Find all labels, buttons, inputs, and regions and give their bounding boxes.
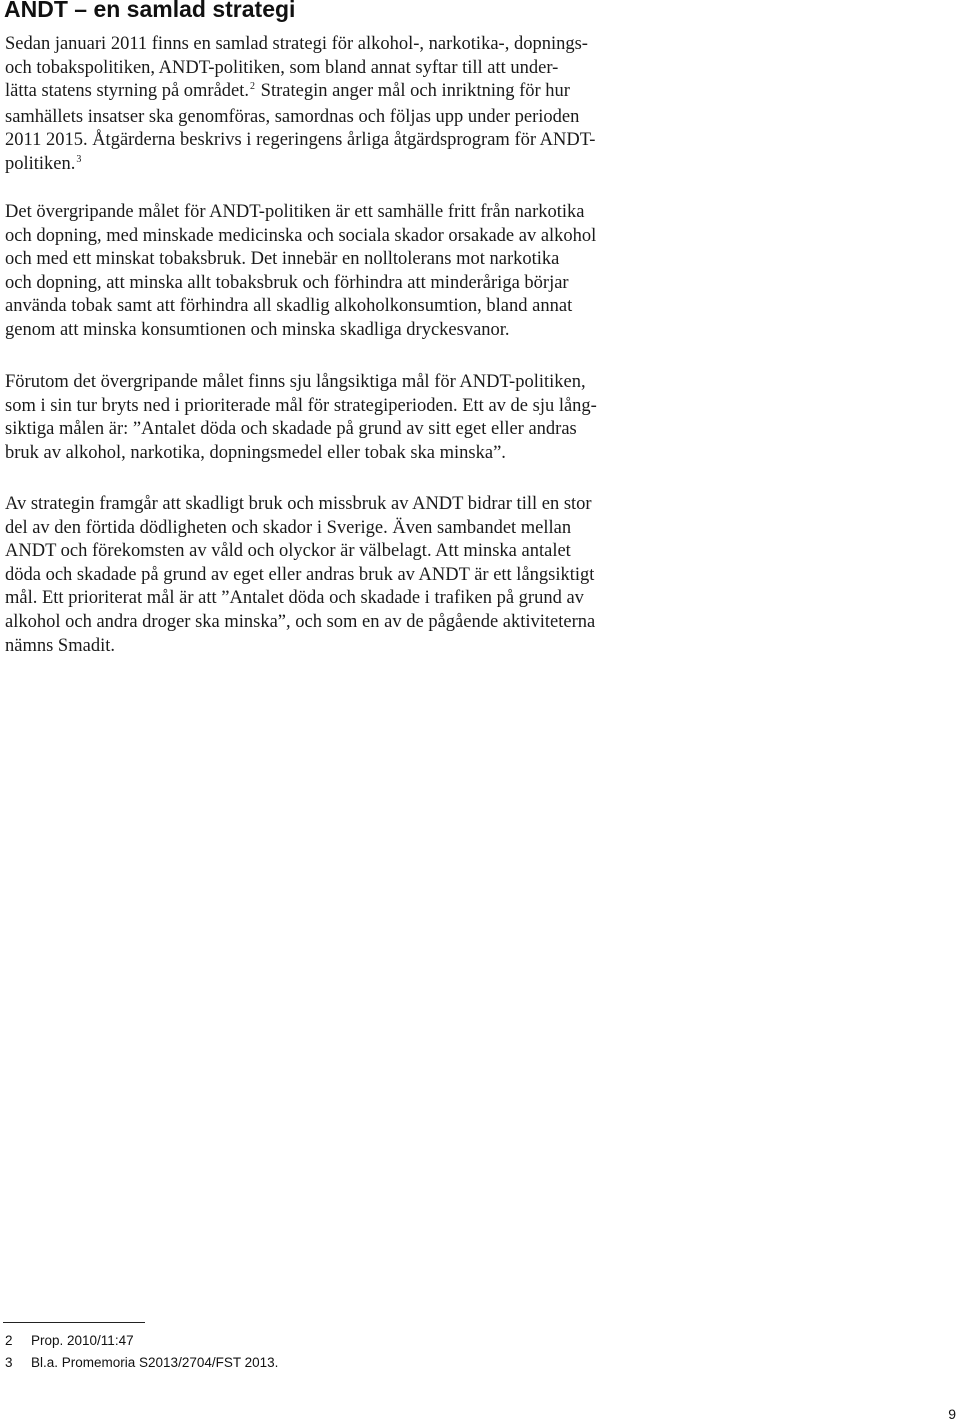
text-line: och med ett minskat tobaksbruk. Det innebär en nolltolerans mot narkotika bbox=[5, 249, 560, 270]
text-line: genom att minska konsumtionen och minska skadliga dryckesvanor. bbox=[5, 319, 510, 340]
text-line: Av strategin framgår att skadligt bruk och missbruk av ANDT bidrar till en stor bbox=[5, 494, 592, 514]
footnote-ref-3[interactable]: 3 bbox=[76, 153, 82, 165]
text-line: och tobakspolitiken, ANDT-politiken, som bland annat syftar till att under- bbox=[5, 57, 559, 78]
text-line: bruk av alkohol, narkotika, dopningsmedel eller tobak ska minska”. bbox=[5, 442, 506, 463]
text-line: nämns Smadit. bbox=[5, 635, 115, 656]
text-line: Förutom det övergripande målet finns sju långsiktiga mål för ANDT-politiken, bbox=[5, 372, 586, 392]
paragraph-strategy-findings bbox=[5, 493, 595, 658]
footnote-text: Bl.a. Promemoria S2013/2704/FST 2013. bbox=[31, 1355, 279, 1370]
paragraph-intro bbox=[5, 33, 595, 179]
footnote-2 bbox=[5, 1330, 278, 1352]
text-line: samhällets insatser ska genomföras, samordnas och följas upp under perioden bbox=[5, 106, 580, 127]
text-line: mål. Ett prioriterat mål är att ”Antalet döda och skadade i trafiken på grund av bbox=[5, 588, 584, 609]
text-line: och dopning, med minskade medicinska och sociala skador orsakade av alkohol bbox=[5, 225, 597, 246]
text-line: 2011 2015. Åtgärderna beskrivs i regeringens årliga åtgärdsprogram för ANDT- bbox=[5, 130, 596, 151]
text-line: och dopning, att minska allt tobaksbruk och förhindra att minderåriga börjar bbox=[5, 272, 569, 293]
footnote-number: 2 bbox=[5, 1333, 13, 1348]
footnotes bbox=[5, 1330, 278, 1374]
footnote-text: Prop. 2010/11:47 bbox=[31, 1333, 134, 1348]
text-line: Sedan januari 2011 finns en samlad strategi för alkohol-, narkotika-, dopnings- bbox=[5, 34, 588, 54]
text-segment: politiken. bbox=[5, 153, 76, 174]
text-line bbox=[5, 153, 595, 179]
text-line: ANDT och förekomsten av våld och olyckor är välbelagt. Att minska antalet bbox=[5, 541, 571, 562]
footnote-3 bbox=[5, 1352, 278, 1374]
text-line: alkohol och andra droger ska minska”, och som en av de pågående aktiviteterna bbox=[5, 611, 596, 632]
text-line bbox=[5, 80, 595, 106]
text-segment: lätta statens styrning på området. bbox=[5, 81, 250, 102]
paragraph-long-term-goals bbox=[5, 371, 597, 465]
section-heading: ANDT – en samlad strategi bbox=[4, 0, 296, 22]
text-line: använda tobak samt att förhindra all skadlig alkoholkonsumtion, bland annat bbox=[5, 296, 573, 317]
footnote-number: 3 bbox=[5, 1355, 13, 1370]
paragraph-overall-goal bbox=[5, 201, 596, 343]
text-segment: Strategin anger mål och inriktning för hur bbox=[256, 81, 570, 102]
page-number: 9 bbox=[948, 1406, 956, 1422]
text-line: som i sin tur bryts ned i prioriterade mål för strategiperioden. Ett av de sju lång- bbox=[5, 395, 597, 416]
text-line: del av den förtida dödligheten och skador i Sverige. Även sambandet mellan bbox=[5, 517, 572, 538]
text-line: Det övergripande målet för ANDT-politiken är ett samhälle fritt från narkotika bbox=[5, 202, 585, 222]
footnote-divider bbox=[3, 1322, 145, 1323]
footnote-ref-2[interactable]: 2 bbox=[250, 81, 256, 93]
text-line: siktiga målen är: ”Antalet döda och skadade på grund av sitt eget eller andras bbox=[5, 419, 577, 440]
text-line: döda och skadade på grund av eget eller andras bruk av ANDT är ett långsiktigt bbox=[5, 564, 595, 585]
